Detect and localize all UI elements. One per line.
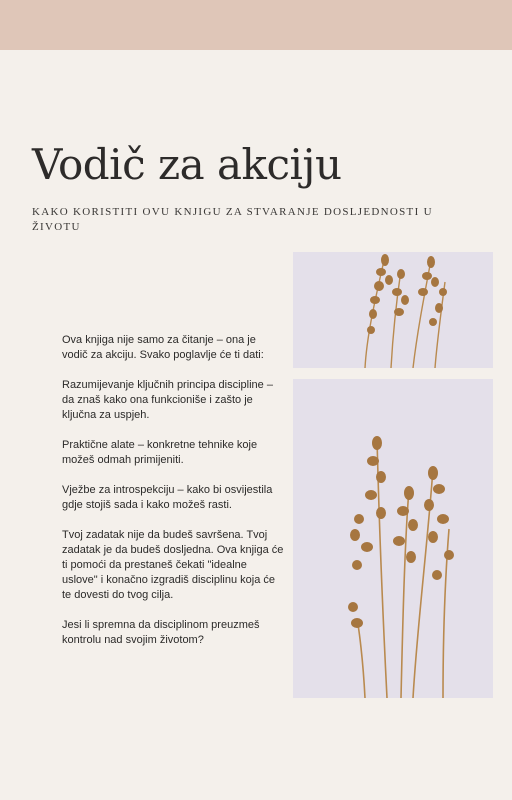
paragraph-intro: Ova knjiga nije samo za čitanje – ona je vodič za akciju. Svako poglavlje će ti dati: bbox=[62, 334, 264, 361]
paragraph-question: Jesi li spremna da disciplinom preuzmeš kontrolu nad svojim životom? bbox=[62, 619, 260, 646]
paragraph-exercises: Vježbe za introspekciju – kako bi osvijestila gdje stojiš sada i kako možeš rasti. bbox=[62, 484, 273, 511]
body-text bbox=[62, 333, 284, 663]
dried-flowers-photo-top bbox=[293, 252, 493, 368]
dried-flowers-photo-bottom bbox=[293, 379, 493, 698]
top-band bbox=[0, 0, 512, 50]
paragraph-task: Tvoj zadatak nije da budeš savršena. Tvoj zadatak je da budeš dosljedna. Ova knjiga će ti pomoći da prestaneš čekati "idealne uslove" i konačno izgradiš disciplinu koja će te dovesti do tvog cilja. bbox=[62, 529, 284, 601]
paragraph-principles: Razumijevanje ključnih principa discipline – da znaš kako ona funkcioniše i zašto je ključna za uspjeh. bbox=[62, 379, 273, 421]
page-subtitle: KAKO KORISTITI OVU KNJIGU ZA STVARANJE DOSLJEDNOSTI U ŽIVOTU bbox=[32, 206, 433, 233]
paragraph-tools: Praktične alate – konkretne tehnike koje možeš odmah primijeniti. bbox=[62, 439, 258, 466]
page-title: Vodič za akciju bbox=[32, 140, 342, 189]
